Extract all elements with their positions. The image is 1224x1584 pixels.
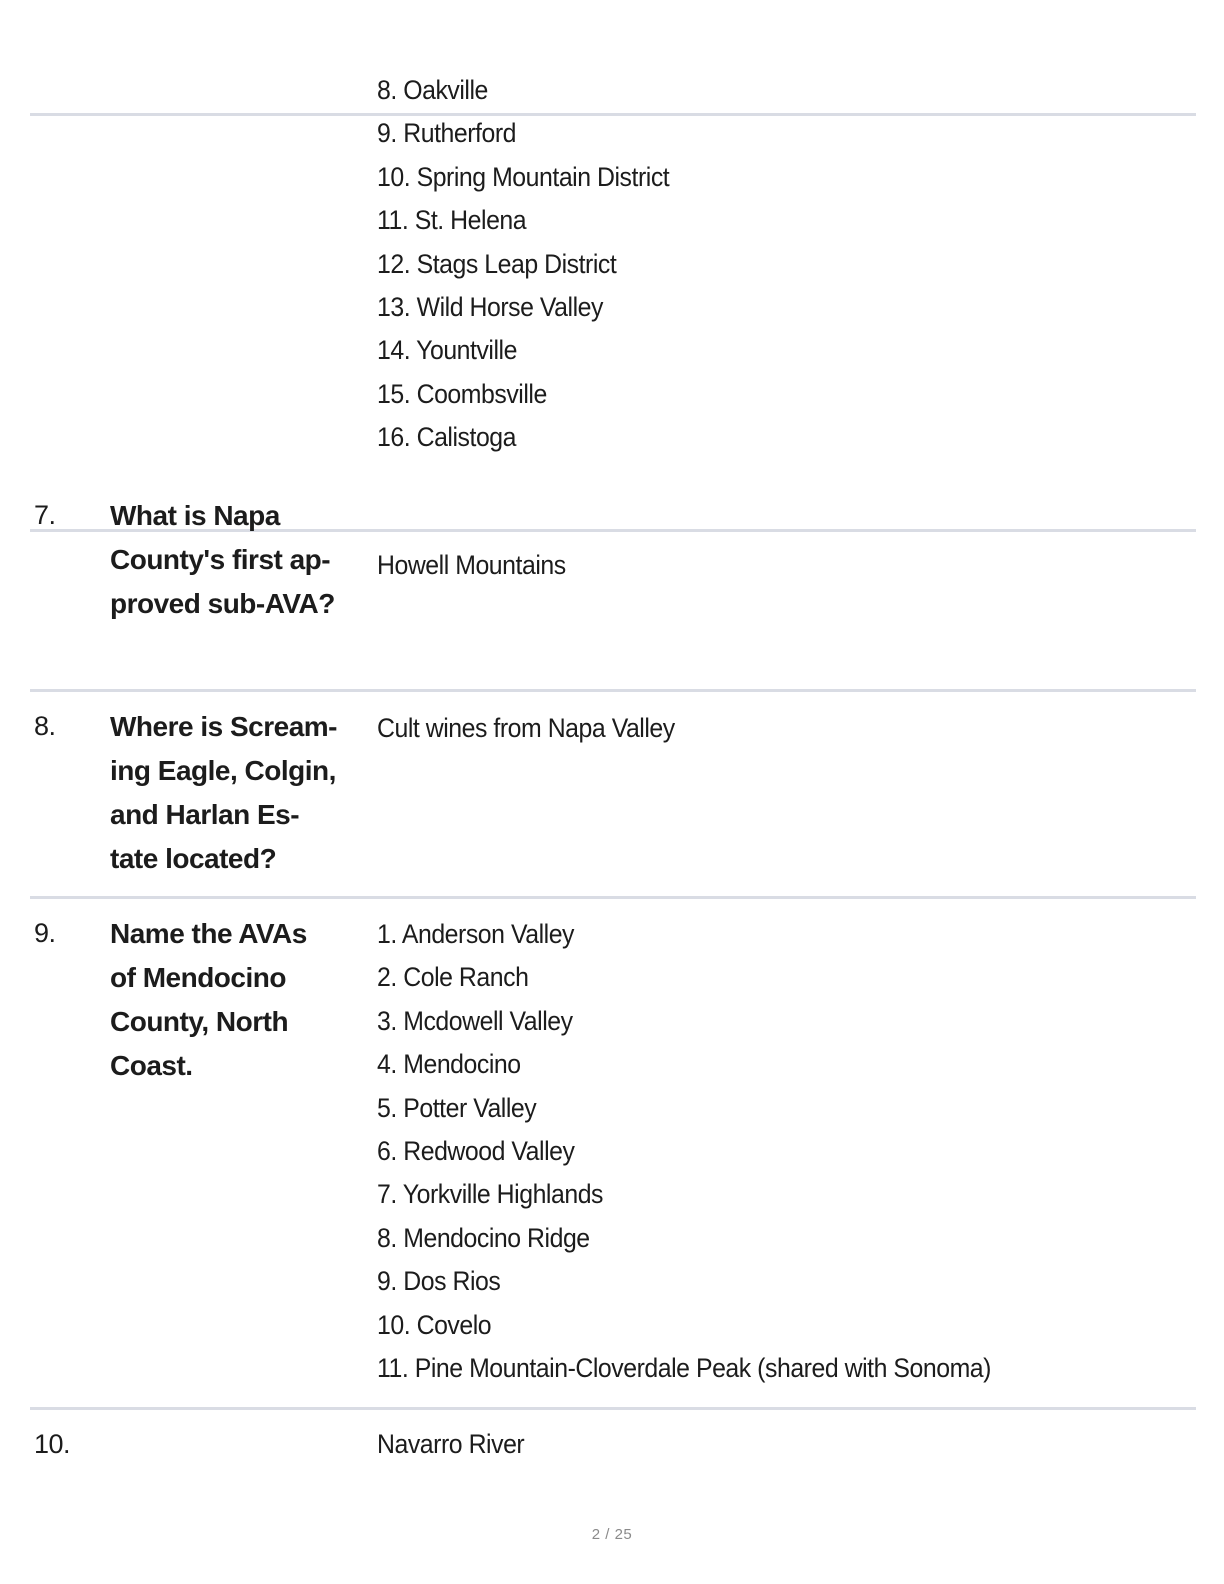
answer-line: 2. Cole Ranch	[377, 962, 529, 993]
answer-line: 11. Pine Mountain-Cloverdale Peak (shared with Sonoma)	[377, 1353, 991, 1384]
answer-line: 10. Spring Mountain District	[377, 161, 670, 192]
answer-line: Navarro River	[377, 1429, 525, 1459]
answer-line: 7. Yorkville Highlands	[377, 1179, 604, 1210]
answer-line: 15. Coombsville	[377, 378, 547, 409]
question-line: and Harlan Es-	[110, 799, 300, 830]
answer-line: Cult wines from Napa Valley	[377, 713, 675, 743]
question-line: tate located?	[110, 843, 277, 874]
question-text	[110, 912, 307, 1088]
question-text	[110, 494, 335, 626]
question-line: proved sub-AVA?	[110, 588, 335, 619]
row-number: 7.	[34, 500, 56, 530]
answer-list-mendocino-avas	[377, 913, 991, 1390]
question-line: County, North	[110, 1006, 289, 1037]
question-line: Coast.	[110, 1050, 193, 1081]
answer-line: 3. Mcdowell Valley	[377, 1005, 573, 1036]
answer-line: 8. Mendocino Ridge	[377, 1222, 590, 1253]
question-text	[110, 705, 337, 881]
answer-line: 8. Oakville	[377, 75, 488, 105]
question-line: ing Eagle, Colgin,	[110, 755, 336, 786]
row-number: 8.	[34, 711, 56, 741]
answer-list-napa-subavas	[377, 69, 669, 460]
page-number: 2 / 25	[591, 1526, 633, 1543]
row-number: 9.	[34, 918, 56, 948]
answer-text	[377, 544, 566, 587]
answer-line: 10. Covelo	[377, 1309, 492, 1340]
answer-text	[377, 707, 675, 750]
answer-line: 13. Wild Horse Valley	[377, 292, 603, 323]
answer-line: 12. Stags Leap District	[377, 248, 617, 279]
answer-line: 6. Redwood Valley	[377, 1136, 575, 1167]
question-line: What is Napa	[110, 500, 280, 531]
question-line: Where is Scream-	[110, 711, 337, 742]
row-divider-line	[30, 1407, 1196, 1410]
question-line: Name the AVAs	[110, 918, 307, 949]
answer-line: 11. St. Helena	[377, 205, 527, 236]
row-divider-line	[30, 896, 1196, 899]
row-divider-line	[30, 689, 1196, 692]
answer-line: 9. Dos Rios	[377, 1266, 501, 1297]
answer-line: 1. Anderson Valley	[377, 919, 575, 949]
question-line: of Mendocino	[110, 962, 286, 993]
answer-line: Howell Mountains	[377, 550, 566, 580]
answer-line: 14. Yountville	[377, 335, 517, 366]
answer-line: 4. Mendocino	[377, 1049, 521, 1080]
question-line: County's first ap-	[110, 544, 331, 575]
answer-line: 5. Potter Valley	[377, 1092, 537, 1123]
answer-text	[377, 1423, 524, 1466]
row-number: 10.	[34, 1429, 71, 1459]
answer-line: 16. Calistoga	[377, 422, 517, 453]
answer-line: 9. Rutherford	[377, 118, 517, 149]
